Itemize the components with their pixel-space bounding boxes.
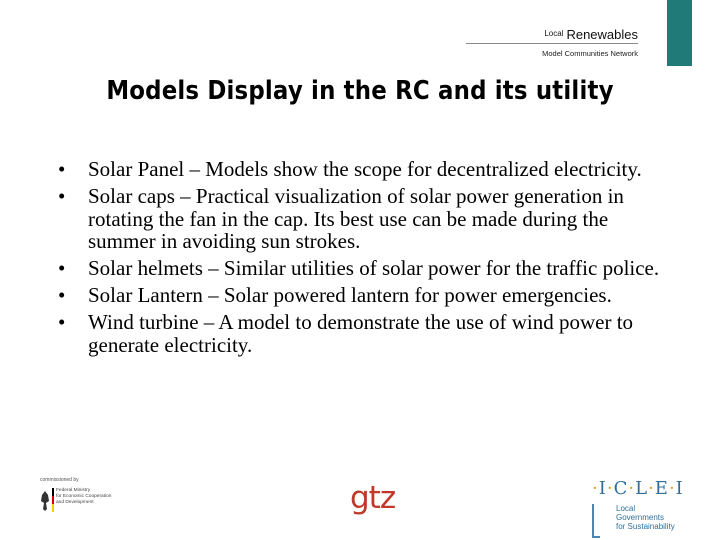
ministry-logo [40,477,112,505]
iclei-line: Governments [616,513,665,522]
bullet-list [58,158,668,360]
iclei-wordmark: ·I·C·L·E·I [592,478,684,499]
bullet-item [58,311,668,357]
iclei-letter: L [635,478,649,499]
bullet-text: Solar caps – Practical visualization of solar power generation in rotating the fan in the cap. Its best use can be made during the summer in avoiding sun strokes. [88,183,624,254]
bullet-text: Wind turbine – A model to demonstrate the use of wind power to generate electricity. [88,309,634,357]
bullet-text: Solar Lantern – Solar powered lantern for power emergencies. [88,282,612,307]
iclei-letter: I [598,478,607,499]
bullet-item [58,284,668,307]
bullet-item [58,257,668,280]
bullet-text: Solar Panel – Models show the scope for decentralized electricity. [88,157,642,181]
header-accent-bar [667,0,692,66]
ministry-line: for Economic Cooperation [56,494,112,499]
ministry-line: and Development [56,500,94,505]
brand-divider [466,43,638,44]
iclei-logo [592,478,682,538]
bullet-icon: • [58,282,66,307]
iclei-letter: E [654,478,669,499]
iclei-line: Local [616,504,636,513]
bullet-icon: • [58,183,66,208]
ministry-line: Federal Ministry [56,488,91,493]
bullet-icon: • [58,309,66,334]
iclei-letter: I [675,478,684,499]
ministry-text [56,488,126,506]
iclei-tagline [616,504,675,531]
flag-icon [52,488,54,512]
bullet-text: Solar helmets – Similar utilities of solar power for the traffic police. [88,256,660,281]
brand-subtitle: Model Communities Network [542,49,638,58]
bullet-icon: • [58,157,66,181]
iclei-bracket-icon [592,504,600,538]
brand-logo [470,26,638,43]
iclei-letter: C [613,478,629,499]
brand-main-text: Renewables [566,27,638,42]
bullet-icon: • [58,256,66,281]
iclei-line: for Sustainability [616,522,675,531]
eagle-icon [40,489,50,513]
commissioned-label: commissioned by [40,477,79,483]
gtz-logo: gtz [350,480,396,516]
brand-small-text: Local [544,29,564,38]
bullet-item [58,158,668,181]
slide-title: Models Display in the RC and its utility [106,76,614,106]
bullet-item [58,185,668,253]
